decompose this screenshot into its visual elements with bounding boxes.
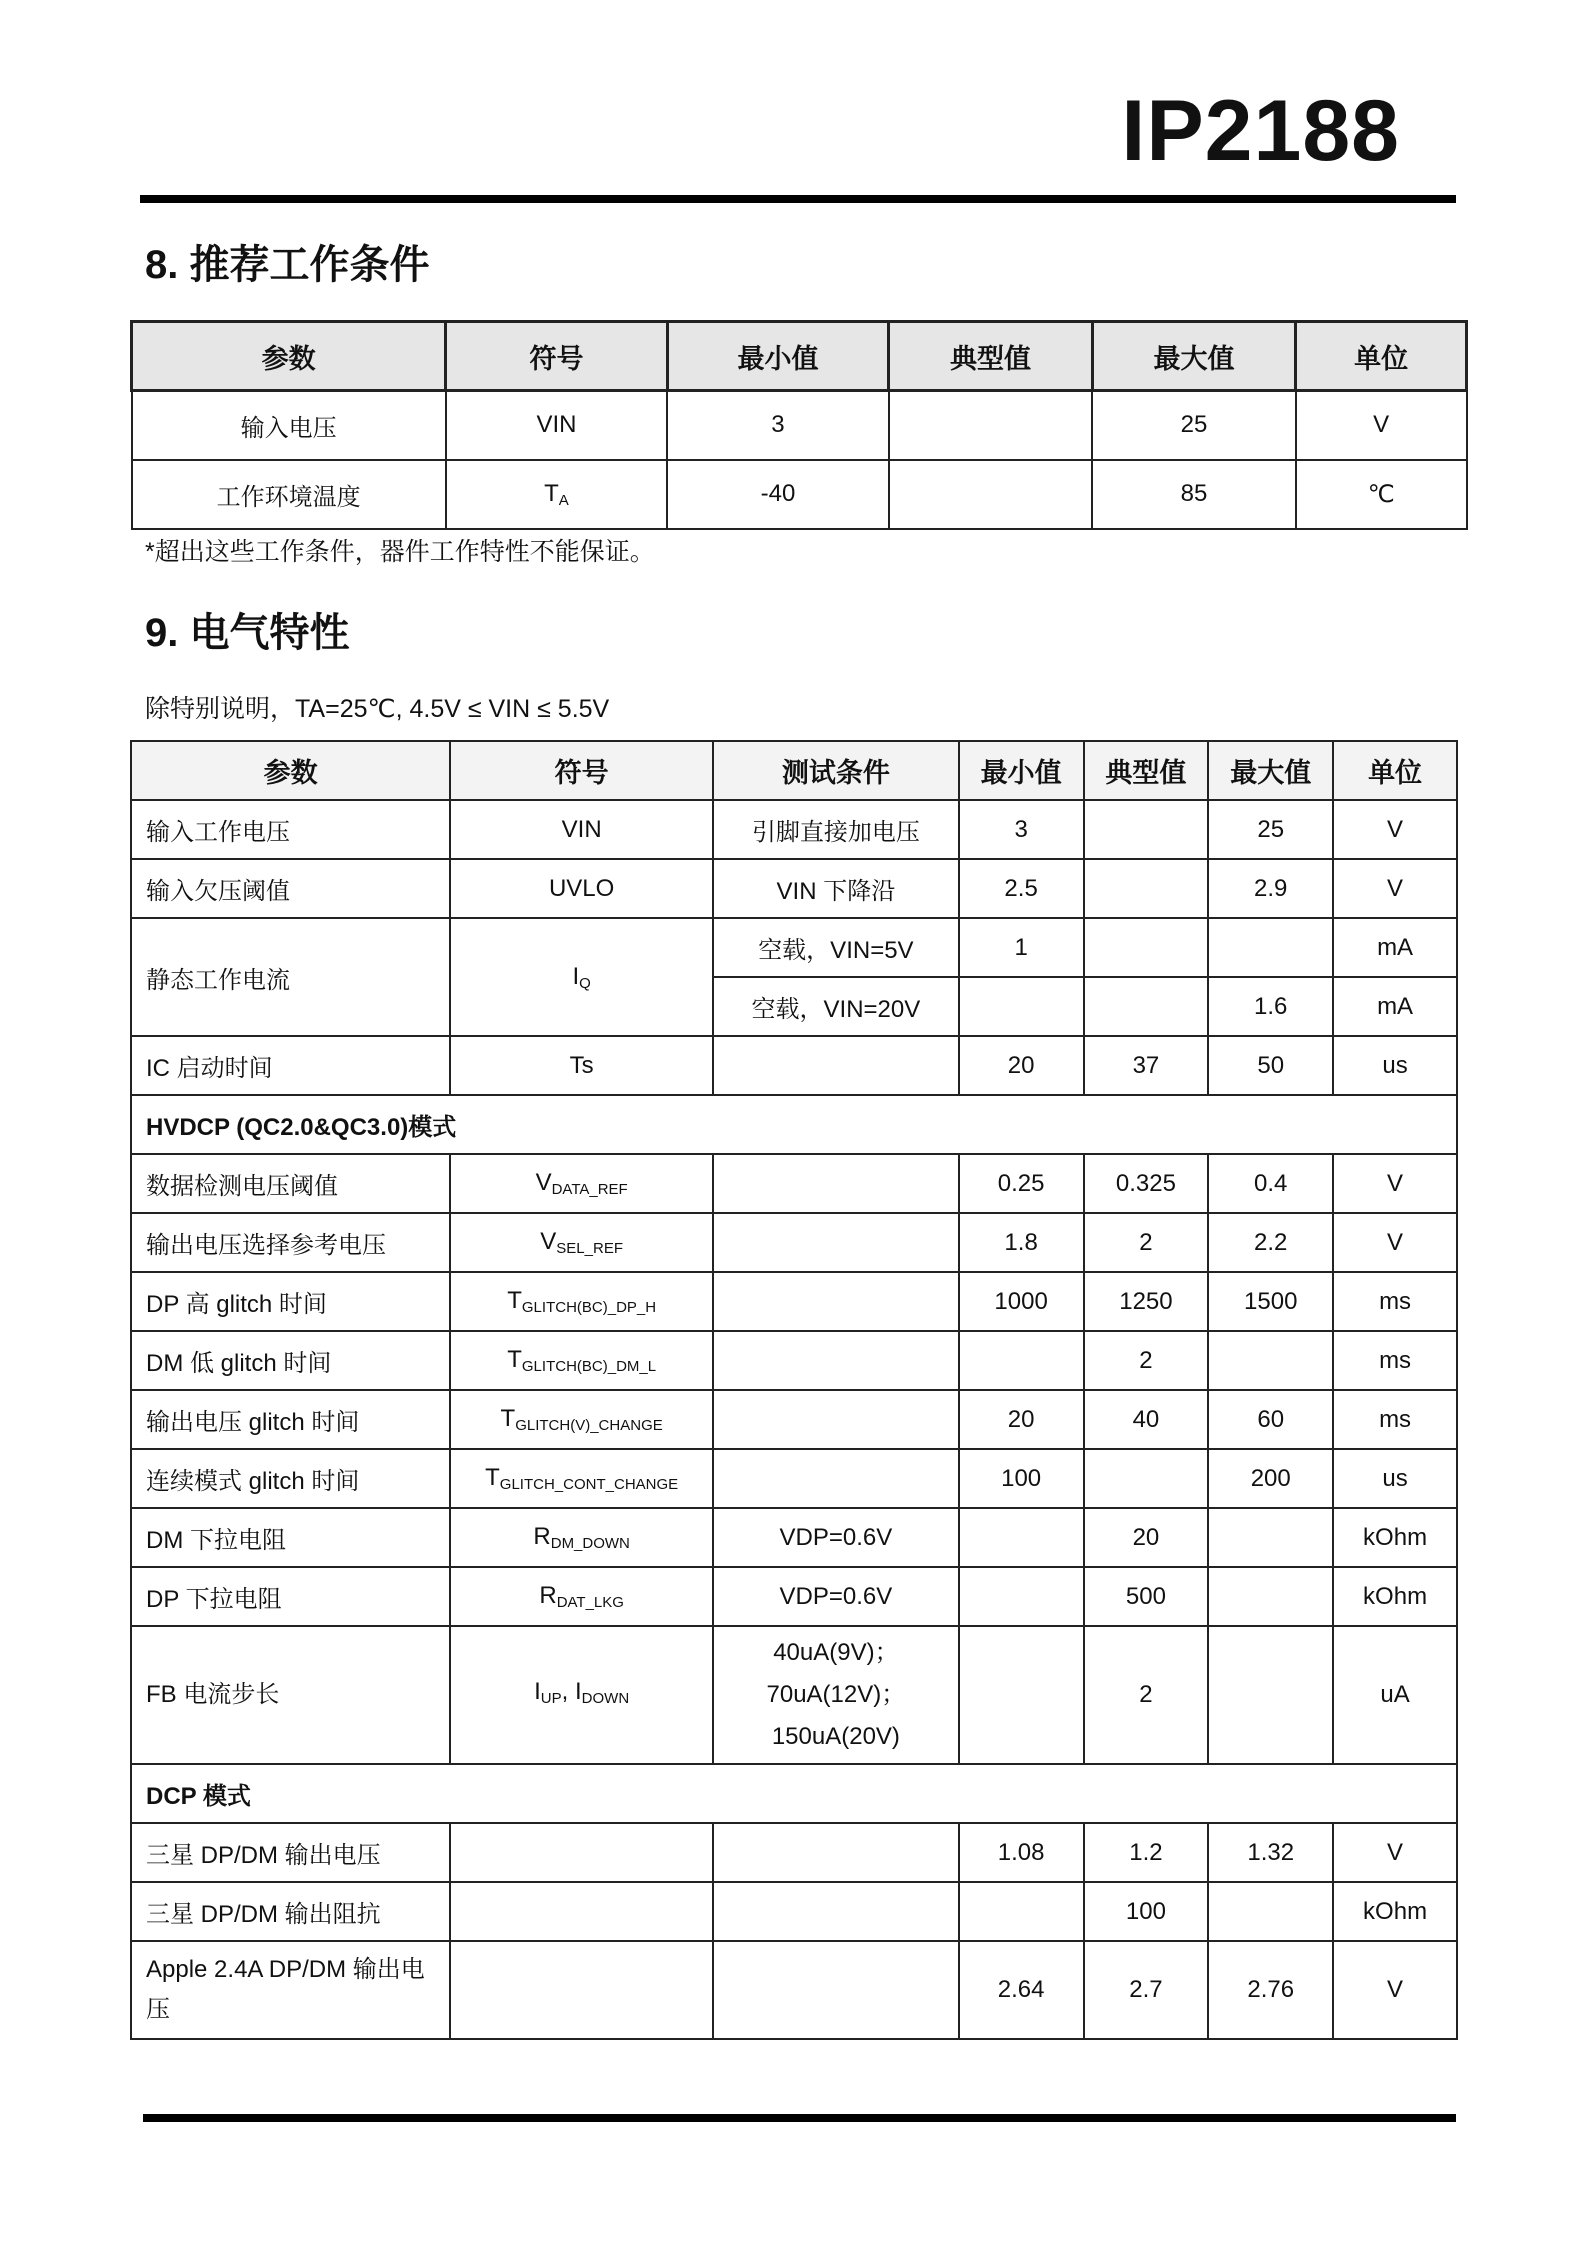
cell-unit: uA — [1333, 1626, 1457, 1764]
table-row — [131, 1036, 1457, 1095]
table-header-row — [132, 322, 1467, 391]
cell-unit: mA — [1333, 918, 1457, 977]
symbol-sub: GLITCH(BC)_DP_H — [521, 1299, 657, 1316]
cell-typ: 2 — [1084, 1213, 1209, 1272]
cell-max — [1208, 918, 1333, 977]
section-row — [131, 1764, 1457, 1823]
conditions-note: *超出这些工作条件，器件工作特性不能保证。 — [145, 538, 655, 566]
cell-condition — [713, 1449, 959, 1508]
symbol-sub: GLITCH(V)_CHANGE — [515, 1417, 663, 1434]
cell-symbol — [450, 1941, 713, 2039]
cell-param: 数据检测电压阈值 — [131, 1154, 450, 1213]
footer-rule — [143, 2114, 1456, 2122]
cell-min: 2.5 — [959, 859, 1084, 918]
cell-condition — [713, 1626, 959, 1764]
cell-typ: 20 — [1084, 1508, 1209, 1567]
cell-symbol — [450, 1449, 713, 1508]
document-title: IP2188 — [1121, 83, 1400, 179]
cell-min: -40 — [667, 460, 889, 529]
cell-param: 输出电压选择参考电压 — [131, 1213, 450, 1272]
symbol-main: T — [485, 1464, 500, 1491]
table-header-row — [131, 741, 1457, 800]
symbol-sub: A — [558, 491, 569, 509]
cell-symbol — [450, 1390, 713, 1449]
recommended-conditions-table — [130, 320, 1468, 530]
cell-max — [1208, 1882, 1333, 1941]
table-row — [131, 1449, 1457, 1508]
cell-typ: 2 — [1084, 1331, 1209, 1390]
table-row — [131, 1941, 1457, 2039]
table-row — [131, 800, 1457, 859]
symbol-sub: GLITCH(BC)_DM_L — [521, 1358, 657, 1375]
cell-unit: us — [1333, 1449, 1457, 1508]
cell-typ: 100 — [1084, 1882, 1209, 1941]
cell-min — [959, 1626, 1084, 1764]
col-header: 典型值 — [889, 322, 1093, 391]
cell-param: Apple 2.4A DP/DM 输出电压 — [131, 1941, 450, 2039]
cell-unit: ms — [1333, 1331, 1457, 1390]
cell-min — [959, 1331, 1084, 1390]
symbol-main: R — [539, 1582, 557, 1609]
cell-param: 输入欠压阈值 — [131, 859, 450, 918]
cell-typ — [889, 391, 1093, 460]
cell-condition — [713, 1036, 959, 1095]
section-label-dcp: DCP 模式 — [131, 1764, 1457, 1823]
cell-symbol: UVLO — [450, 859, 713, 918]
cell-symbol — [450, 1882, 713, 1941]
section-label-hvdcp: HVDCP (QC2.0&QC3.0)模式 — [131, 1095, 1457, 1154]
cell-condition — [713, 1154, 959, 1213]
cell-unit: V — [1333, 1823, 1457, 1882]
cell-min — [959, 1567, 1084, 1626]
symbol-main: R — [533, 1523, 551, 1550]
cell-min: 3 — [959, 800, 1084, 859]
cell-unit: ms — [1333, 1390, 1457, 1449]
cell-param: 工作环境温度 — [132, 460, 446, 529]
cell-min: 100 — [959, 1449, 1084, 1508]
cell-typ: 1.2 — [1084, 1823, 1209, 1882]
col-header: 单位 — [1333, 741, 1457, 800]
symbol-main: T — [507, 1287, 522, 1314]
cell-param: 三星 DP/DM 输出阻抗 — [131, 1882, 450, 1941]
cell-unit: kOhm — [1333, 1567, 1457, 1626]
condition-line: 150uA(20V) — [771, 1723, 900, 1750]
cell-max: 25 — [1092, 391, 1296, 460]
cell-min — [959, 1508, 1084, 1567]
cell-min: 20 — [959, 1390, 1084, 1449]
cell-condition: 引脚直接加电压 — [713, 800, 959, 859]
cell-symbol — [450, 1567, 713, 1626]
symbol-sub: Q — [579, 974, 591, 992]
symbol-sub: UP — [540, 1689, 562, 1707]
cell-typ: 2.7 — [1084, 1941, 1209, 2039]
symbol-sub: DOWN — [581, 1689, 630, 1707]
symbol-main: T — [507, 1346, 522, 1373]
cell-condition — [713, 1390, 959, 1449]
cell-max: 85 — [1092, 460, 1296, 529]
cell-max: 0.4 — [1208, 1154, 1333, 1213]
cell-typ: 40 — [1084, 1390, 1209, 1449]
cell-unit: V — [1333, 859, 1457, 918]
cell-min: 3 — [667, 391, 889, 460]
symbol-sub: GLITCH_CONT_CHANGE — [499, 1476, 679, 1493]
cell-param: FB 电流步长 — [131, 1626, 450, 1764]
cell-unit: V — [1333, 1941, 1457, 2039]
symbol-main: T — [500, 1405, 516, 1432]
cell-max — [1208, 1567, 1333, 1626]
table-row — [131, 1154, 1457, 1213]
col-header: 单位 — [1296, 322, 1467, 391]
cell-condition — [713, 1941, 959, 2039]
cell-min: 1.8 — [959, 1213, 1084, 1272]
cell-max — [1208, 1626, 1333, 1764]
cell-typ: 37 — [1084, 1036, 1209, 1095]
cell-unit: kOhm — [1333, 1508, 1457, 1567]
col-header: 最大值 — [1092, 322, 1296, 391]
cell-max: 25 — [1208, 800, 1333, 859]
cell-max — [1208, 1331, 1333, 1390]
condition-line: 70uA(12V)； — [766, 1681, 906, 1708]
cell-unit: mA — [1333, 977, 1457, 1036]
section-row — [131, 1095, 1457, 1154]
cell-unit: V — [1333, 1213, 1457, 1272]
cell-min — [959, 1882, 1084, 1941]
cell-param: 静态工作电流 — [131, 918, 450, 1036]
cell-min: 1000 — [959, 1272, 1084, 1331]
cell-typ: 0.325 — [1084, 1154, 1209, 1213]
cell-symbol — [450, 1154, 713, 1213]
cell-condition: 空载，VIN=20V — [713, 977, 959, 1036]
cell-symbol — [450, 918, 713, 1036]
cell-min: 1.08 — [959, 1823, 1084, 1882]
cell-min: 2.64 — [959, 1941, 1084, 2039]
cell-typ: 1250 — [1084, 1272, 1209, 1331]
section-8-heading: 8. 推荐工作条件 — [145, 243, 430, 287]
col-header: 参数 — [131, 741, 450, 800]
symbol-main: V — [540, 1228, 557, 1255]
table-row — [132, 391, 1467, 460]
cell-unit: ℃ — [1296, 460, 1467, 529]
symbol-sub: SEL_REF — [556, 1240, 623, 1257]
table-row — [131, 1508, 1457, 1567]
condition-line: 40uA(9V)； — [773, 1639, 899, 1666]
cell-max: 2.2 — [1208, 1213, 1333, 1272]
table-row — [132, 460, 1467, 529]
cell-max: 2.76 — [1208, 1941, 1333, 2039]
cell-symbol — [450, 1823, 713, 1882]
cell-max: 1.6 — [1208, 977, 1333, 1036]
table-row — [131, 1213, 1457, 1272]
symbol-main: , I — [561, 1677, 582, 1705]
cell-typ — [1084, 918, 1209, 977]
cell-unit: V — [1333, 1154, 1457, 1213]
header-rule — [140, 195, 1456, 203]
symbol-main: V — [535, 1169, 552, 1196]
symbol-main: I — [534, 1677, 541, 1705]
cell-param: DM 下拉电阻 — [131, 1508, 450, 1567]
cell-typ — [1084, 800, 1209, 859]
cell-max: 200 — [1208, 1449, 1333, 1508]
cell-min: 1 — [959, 918, 1084, 977]
cell-min: 0.25 — [959, 1154, 1084, 1213]
cell-condition: VDP=0.6V — [713, 1567, 959, 1626]
cell-condition — [713, 1272, 959, 1331]
table-row — [131, 918, 1457, 977]
cell-min: 20 — [959, 1036, 1084, 1095]
cell-param: 输入工作电压 — [131, 800, 450, 859]
cell-max: 2.9 — [1208, 859, 1333, 918]
cell-max: 1500 — [1208, 1272, 1333, 1331]
symbol-sub: DAT_LKG — [556, 1594, 624, 1611]
cell-symbol — [450, 1331, 713, 1390]
col-header: 符号 — [450, 741, 713, 800]
table-row — [131, 1882, 1457, 1941]
cell-param: 连续模式 glitch 时间 — [131, 1449, 450, 1508]
col-header: 符号 — [446, 322, 668, 391]
symbol-main: I — [572, 962, 580, 990]
electrical-characteristics-table — [130, 740, 1458, 2040]
table-row — [131, 1567, 1457, 1626]
cell-unit: ms — [1333, 1272, 1457, 1331]
cell-condition: 空载，VIN=5V — [713, 918, 959, 977]
table-row — [131, 1823, 1457, 1882]
cell-symbol — [450, 1213, 713, 1272]
cell-max: 60 — [1208, 1390, 1333, 1449]
cell-param: DM 低 glitch 时间 — [131, 1331, 450, 1390]
cell-condition — [713, 1331, 959, 1390]
cell-unit: V — [1333, 800, 1457, 859]
symbol-sub: DM_DOWN — [550, 1535, 630, 1552]
col-header: 最小值 — [667, 322, 889, 391]
col-header: 参数 — [132, 322, 446, 391]
cell-typ — [889, 460, 1093, 529]
cell-condition — [713, 1823, 959, 1882]
cell-condition: VIN 下降沿 — [713, 859, 959, 918]
cell-unit: us — [1333, 1036, 1457, 1095]
col-header: 典型值 — [1084, 741, 1209, 800]
cell-param: 输出电压 glitch 时间 — [131, 1390, 450, 1449]
cell-param: DP 高 glitch 时间 — [131, 1272, 450, 1331]
table-row — [131, 1390, 1457, 1449]
test-condition-note: 除特别说明，TA=25℃, 4.5V ≤ VIN ≤ 5.5V — [145, 695, 610, 723]
col-header: 最大值 — [1208, 741, 1333, 800]
cell-typ — [1084, 977, 1209, 1036]
cell-condition — [713, 1213, 959, 1272]
table-row — [131, 859, 1457, 918]
cell-condition — [713, 1882, 959, 1941]
cell-typ: 500 — [1084, 1567, 1209, 1626]
col-header: 测试条件 — [713, 741, 959, 800]
cell-min — [959, 977, 1084, 1036]
cell-typ: 2 — [1084, 1626, 1209, 1764]
cell-param: IC 启动时间 — [131, 1036, 450, 1095]
cell-max: 50 — [1208, 1036, 1333, 1095]
cell-symbol: VIN — [450, 800, 713, 859]
section-9-heading: 9. 电气特性 — [145, 611, 350, 655]
cell-param: 三星 DP/DM 输出电压 — [131, 1823, 450, 1882]
cell-symbol — [446, 460, 668, 529]
cell-symbol — [450, 1508, 713, 1567]
cell-symbol: Ts — [450, 1036, 713, 1095]
cell-max: 1.32 — [1208, 1823, 1333, 1882]
cell-param: 输入电压 — [132, 391, 446, 460]
cell-typ — [1084, 1449, 1209, 1508]
table-row — [131, 1331, 1457, 1390]
table-row — [131, 1626, 1457, 1764]
cell-condition: VDP=0.6V — [713, 1508, 959, 1567]
symbol-main: T — [544, 479, 559, 507]
cell-unit: V — [1296, 391, 1467, 460]
cell-typ — [1084, 859, 1209, 918]
col-header: 最小值 — [959, 741, 1084, 800]
table-row — [131, 1272, 1457, 1331]
cell-param: DP 下拉电阻 — [131, 1567, 450, 1626]
symbol-sub: DATA_REF — [551, 1181, 628, 1198]
cell-symbol — [450, 1626, 713, 1764]
cell-symbol — [450, 1272, 713, 1331]
cell-symbol: VIN — [446, 391, 668, 460]
cell-unit: kOhm — [1333, 1882, 1457, 1941]
cell-max — [1208, 1508, 1333, 1567]
